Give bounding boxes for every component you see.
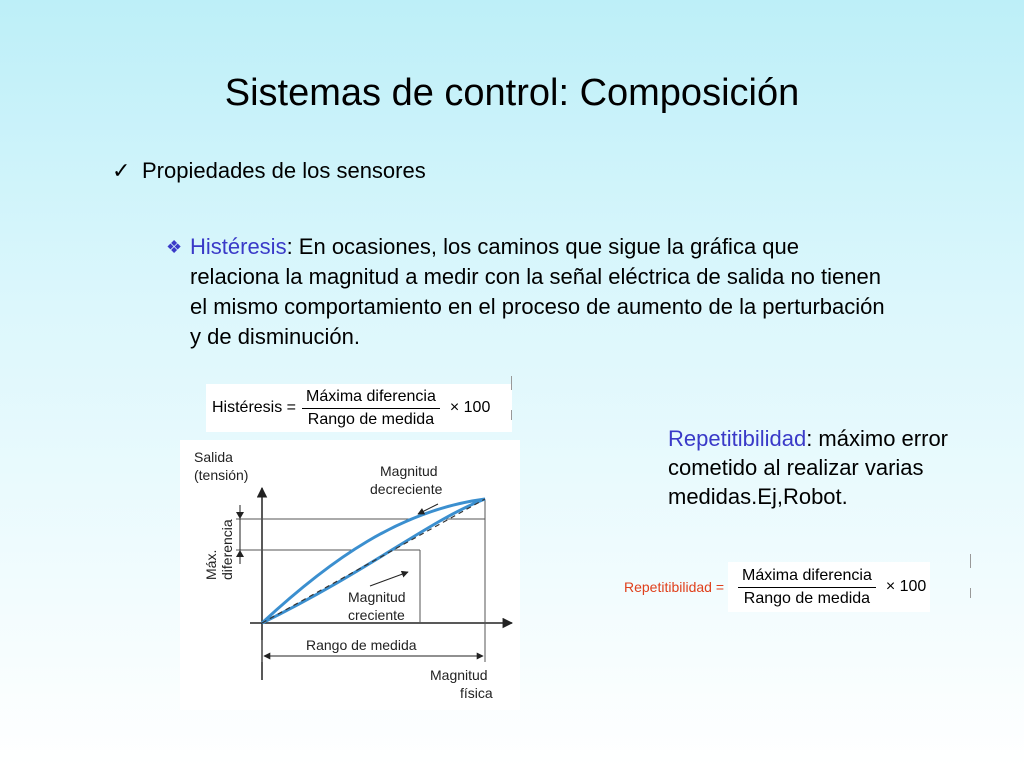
divider-mark [970, 588, 971, 598]
bullet-sensor-properties-text: Propiedades de los sensores [142, 158, 426, 183]
hysteresis-definition: : En ocasiones, los caminos que sigue la gráfica que relaciona la magnitud a medir con la señal eléctrica de salida no tienen el mismo comportamiento en el proceso de aumento de la perturbación y de disminución. [190, 234, 885, 349]
repeatability-formula [624, 562, 972, 612]
repeatability-definition: : máximo error cometido al realizar varias medidas.Ej,Robot. [668, 426, 948, 509]
repeatability-formula-body [728, 562, 930, 612]
repeatability-paragraph [668, 424, 998, 511]
bullet-sensor-properties [112, 158, 426, 184]
x-axis-label-line1: Magnitud [430, 667, 488, 683]
x-axis-label-line2: física [460, 685, 493, 701]
y-axis-label-line1: Salida [194, 449, 233, 465]
y-axis-label-line2: (tensión) [194, 467, 249, 483]
max-diff-label-line1: Máx. [203, 549, 219, 580]
decreasing-label-line1: Magnitud [380, 463, 438, 479]
increasing-label-line1: Magnitud [348, 589, 406, 605]
divider-mark [511, 410, 512, 420]
hysteresis-term: Histéresis [190, 234, 287, 259]
hysteresis-formula-lhs: Histéresis = [212, 399, 297, 416]
decreasing-label-line2: decreciente [370, 481, 443, 497]
repeatability-formula-numerator: Máxima diferencia [738, 567, 876, 588]
slide-title: Sistemas de control: Composición [224, 72, 800, 114]
hysteresis-formula [206, 384, 512, 432]
hysteresis-paragraph [190, 232, 886, 352]
divider-mark [970, 554, 971, 568]
bullet-hysteresis [166, 232, 886, 352]
hysteresis-formula-factor: × 100 [449, 399, 491, 416]
divider-mark [511, 376, 512, 390]
repeatability-term: Repetitibilidad [668, 426, 807, 451]
diamond-bullet-icon: ❖ [166, 237, 183, 257]
repeatability-formula-lhs: Repetitibilidad = [624, 579, 725, 595]
hysteresis-formula-denominator: Rango de medida [307, 410, 435, 428]
max-diff-label-line2: diferencia [219, 519, 235, 580]
hysteresis-diagram-svg [180, 440, 520, 710]
increasing-label-line2: creciente [348, 607, 405, 623]
checkmark-icon: ✓ [112, 158, 131, 183]
hysteresis-diagram [180, 440, 520, 710]
repeatability-formula-factor: × 100 [885, 578, 927, 595]
hysteresis-formula-fraction [302, 388, 440, 429]
increasing-arrow [370, 572, 408, 586]
hysteresis-formula-numerator: Máxima diferencia [302, 388, 440, 409]
range-label: Rango de medida [306, 637, 417, 653]
repeatability-formula-denominator: Rango de medida [743, 589, 871, 607]
repeatability-formula-fraction [738, 567, 876, 608]
